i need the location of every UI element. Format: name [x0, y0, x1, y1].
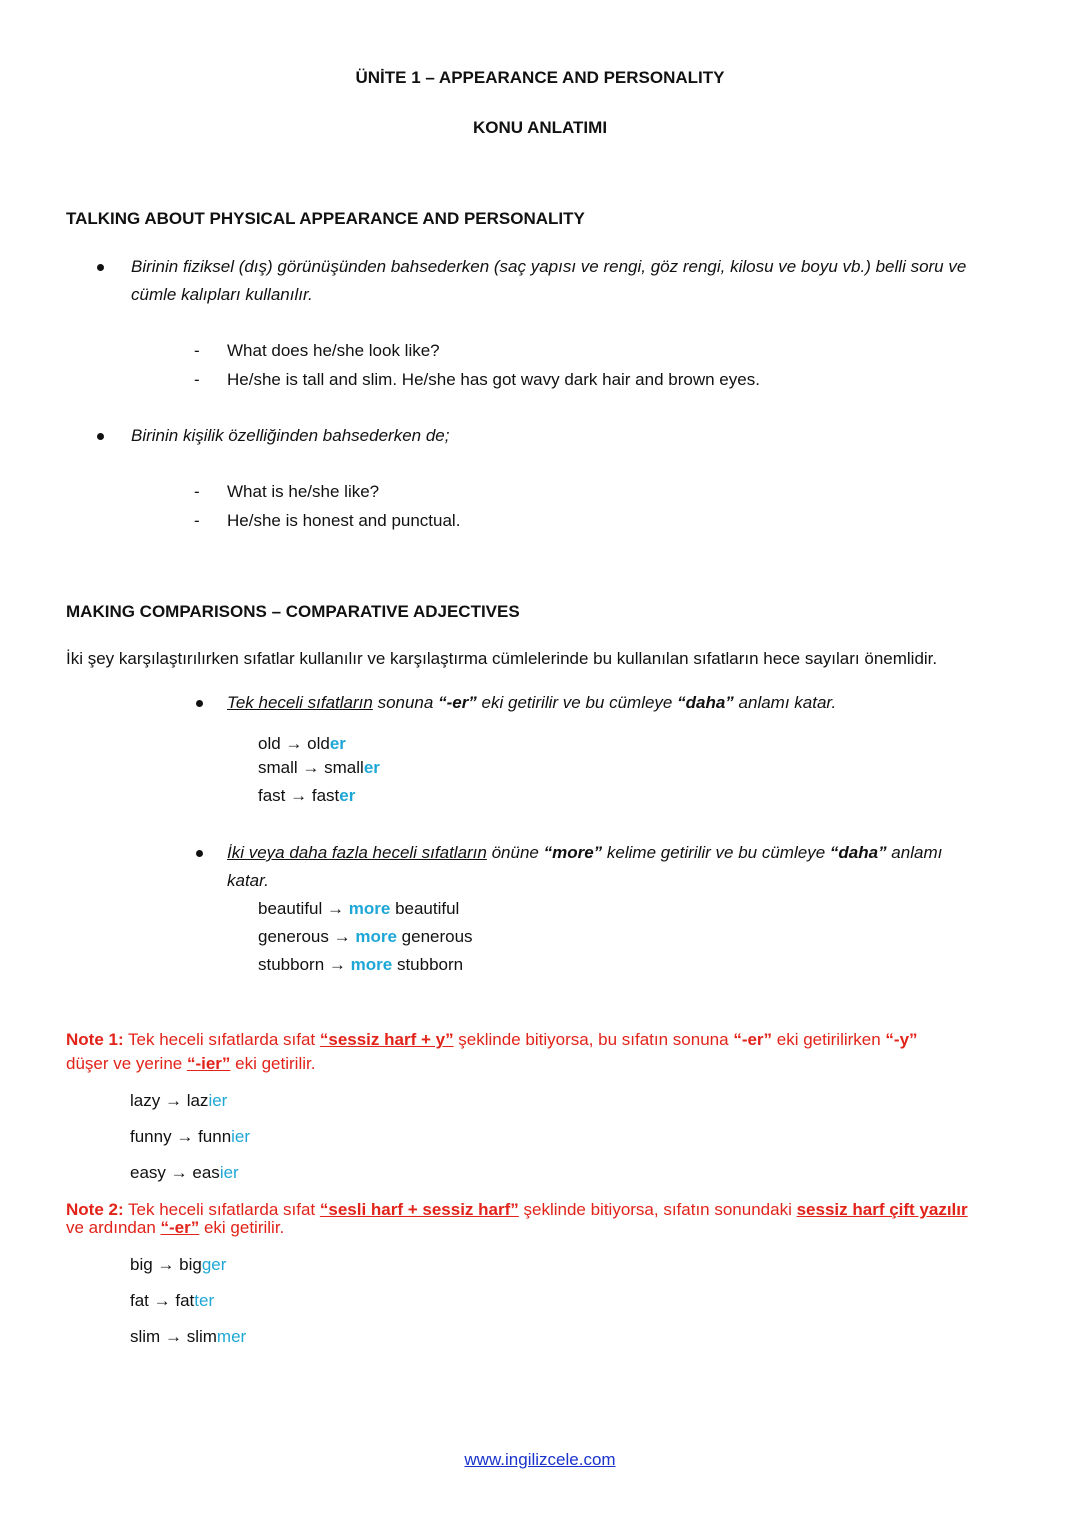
bullet-icon: [196, 850, 203, 857]
comparative-suffix: er: [329, 734, 346, 753]
more-keyword: more: [350, 955, 393, 974]
section-heading-comparisons: MAKING COMPARISONS – COMPARATIVE ADJECTIVES: [66, 602, 520, 621]
note-highlight: sessiz harf çift yazılır: [796, 1200, 968, 1219]
comparative-suffix: er: [339, 786, 356, 805]
website-link[interactable]: www.ingilizcele.com: [464, 1450, 616, 1469]
rule-text: anlamı: [886, 843, 943, 862]
adjective: easy: [130, 1163, 166, 1182]
rule-text: anlamı katar.: [733, 693, 837, 712]
note-suffix: “-er”: [733, 1030, 773, 1049]
example-pair: [258, 927, 473, 947]
rule-keyword: “more”: [543, 843, 603, 862]
adjective: slim: [130, 1327, 161, 1346]
arrow-icon: →: [157, 1255, 175, 1274]
comparative-suffix: ger: [201, 1255, 227, 1274]
adjective: fat: [130, 1291, 149, 1310]
note-highlight: “-er”: [160, 1218, 200, 1237]
note-text: ve ardından: [66, 1218, 161, 1237]
adjective: lazy: [130, 1091, 161, 1110]
rule-one-text: [227, 693, 836, 713]
rule-meaning: “daha”: [677, 693, 734, 712]
arrow-icon: →: [153, 1291, 171, 1310]
adjective: funny: [130, 1127, 172, 1146]
bullet-text: cümle kalıpları kullanılır.: [131, 285, 313, 304]
dash-icon: -: [194, 482, 200, 501]
note-text: Tek heceli sıfatlarda sıfat: [123, 1030, 320, 1049]
example-pair: [258, 734, 346, 754]
comparative-word: beautiful: [395, 899, 460, 918]
arrow-icon: →: [327, 899, 345, 918]
example-pair: [130, 1091, 227, 1111]
bullet-icon: [97, 264, 104, 271]
comparative-stem: big: [179, 1255, 202, 1274]
arrow-icon: →: [176, 1127, 194, 1146]
rule-two-text-line2: katar.: [227, 871, 269, 890]
note-label: Note 2:: [66, 1200, 124, 1219]
section-intro: İki şey karşılaştırılırken sıfatlar kullanılır ve karşılaştırma cümlelerinde bu kullanılan sıfatların hece sayıları önemlidir.: [66, 649, 938, 668]
comparative-stem: fast: [311, 786, 340, 805]
comparative-stem: slim: [186, 1327, 217, 1346]
adjective: beautiful: [258, 899, 323, 918]
comparative-stem: old: [307, 734, 330, 753]
example-pair: [130, 1255, 226, 1275]
bullet-text: Birinin kişilik özelliğinden bahsederken de;: [131, 426, 450, 445]
arrow-icon: →: [290, 786, 308, 805]
example-sentence: He/she is honest and punctual.: [227, 511, 461, 530]
note-text: Tek heceli sıfatlarda sıfat: [123, 1200, 320, 1219]
arrow-icon: →: [285, 734, 303, 753]
dash-icon: -: [194, 370, 200, 389]
section-heading-appearance: TALKING ABOUT PHYSICAL APPEARANCE AND PERSONALITY: [66, 209, 585, 228]
comparative-suffix: ter: [194, 1291, 215, 1310]
adjective: big: [130, 1255, 153, 1274]
note-text: eki getirilirken: [772, 1030, 886, 1049]
rule-text: önüne: [486, 843, 544, 862]
note-one: [66, 1030, 918, 1050]
adjective: old: [258, 734, 281, 753]
example-pair: [258, 786, 355, 806]
example-sentence: What does he/she look like?: [227, 341, 440, 360]
note-two-line2: [66, 1218, 284, 1238]
bullet-icon: [196, 700, 203, 707]
note-text: şeklinde bitiyorsa, bu sıfatın sonuna: [453, 1030, 734, 1049]
note-text: eki getirilir.: [230, 1054, 316, 1073]
arrow-icon: →: [164, 1091, 182, 1110]
bullet-icon: [97, 433, 104, 440]
comparative-suffix: mer: [216, 1327, 247, 1346]
bullet-text: Birinin fiziksel (dış) görünüşünden bahsederken (saç yapısı ve rengi, göz rengi, kilosu ve boyu vb.) belli soru ve: [131, 257, 967, 276]
example-pair: [130, 1327, 246, 1347]
arrow-icon: →: [302, 758, 320, 777]
adjective: stubborn: [258, 955, 325, 974]
rule-suffix: “-er”: [438, 693, 477, 712]
note-text: düşer ve yerine: [66, 1054, 187, 1073]
dash-icon: -: [194, 511, 200, 530]
comparative-stem: laz: [186, 1091, 209, 1110]
note-highlight: “sessiz harf + y”: [319, 1030, 454, 1049]
note-suffix: “-y”: [885, 1030, 918, 1049]
rule-underlined: Tek heceli sıfatların: [227, 693, 373, 712]
note-two: [66, 1200, 968, 1220]
comparative-word: generous: [401, 927, 473, 946]
note-highlight: “-ier”: [186, 1054, 231, 1073]
comparative-suffix: er: [363, 758, 380, 777]
example-sentence: What is he/she like?: [227, 482, 380, 501]
more-keyword: more: [348, 899, 391, 918]
note-highlight: “sesli harf + sessiz harf”: [319, 1200, 519, 1219]
arrow-icon: →: [170, 1163, 188, 1182]
comparative-suffix: ier: [208, 1091, 228, 1110]
rule-two-text: [227, 843, 942, 863]
comparative-suffix: ier: [231, 1127, 251, 1146]
example-pair: [130, 1127, 250, 1147]
rule-text: kelime getirilir ve bu cümleye: [602, 843, 830, 862]
example-pair: [130, 1291, 214, 1311]
example-pair: [258, 955, 463, 975]
more-keyword: more: [355, 927, 397, 946]
example-sentence: He/she is tall and slim. He/she has got wavy dark hair and brown eyes.: [227, 370, 760, 389]
example-pair: [258, 758, 380, 778]
adjective: fast: [258, 786, 286, 805]
rule-meaning: “daha”: [829, 843, 887, 862]
example-pair: [258, 899, 459, 919]
note-one-line2: [66, 1054, 315, 1074]
rule-text: sonuna: [372, 693, 439, 712]
rule-text: eki getirilir ve bu cümleye: [476, 693, 678, 712]
comparative-suffix: ier: [219, 1163, 239, 1182]
comparative-stem: eas: [192, 1163, 220, 1182]
page-subtitle: KONU ANLATIMI: [472, 118, 608, 137]
comparative-word: stubborn: [396, 955, 464, 974]
arrow-icon: →: [164, 1327, 182, 1346]
note-label: Note 1:: [66, 1030, 124, 1049]
dash-icon: -: [194, 341, 200, 360]
note-text: eki getirilir.: [199, 1218, 285, 1237]
arrow-icon: →: [333, 927, 351, 946]
comparative-stem: funn: [198, 1127, 232, 1146]
footer: [0, 1450, 1080, 1470]
comparative-stem: fat: [175, 1291, 195, 1310]
page-title: ÜNİTE 1 – APPEARANCE AND PERSONALITY: [355, 68, 725, 87]
adjective: generous: [258, 927, 329, 946]
arrow-icon: →: [328, 955, 346, 974]
adjective: small: [258, 758, 298, 777]
example-pair: [130, 1163, 239, 1183]
comparative-stem: small: [324, 758, 364, 777]
rule-underlined: İki veya daha fazla heceli sıfatların: [227, 843, 487, 862]
note-text: şeklinde bitiyorsa, sıfatın sonundaki: [518, 1200, 797, 1219]
